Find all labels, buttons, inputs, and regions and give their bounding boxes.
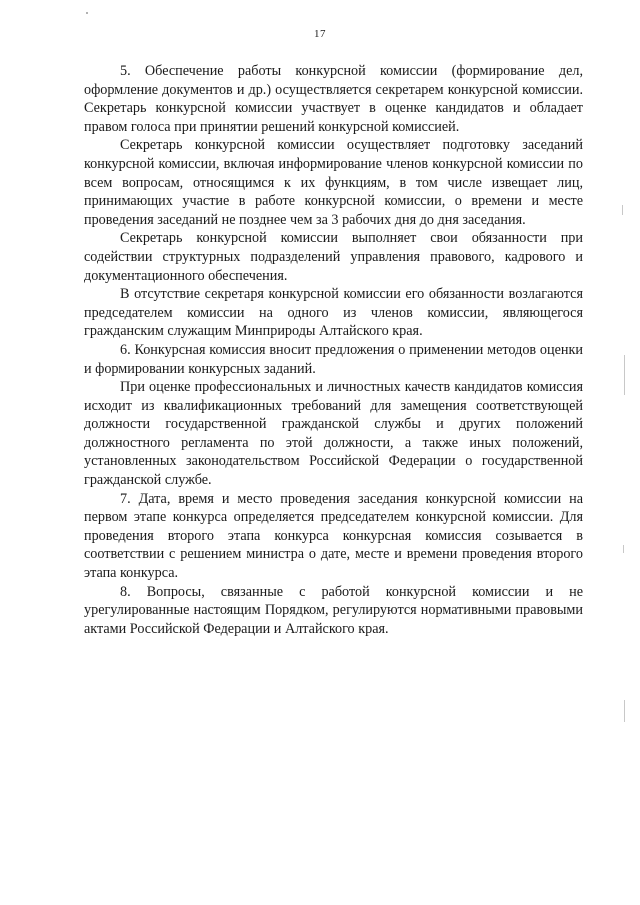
paragraph-5: 5. Обеспечение работы конкурсной комиссии (формирование дел, оформление документов и др.) осуществляется секретарем конкурсной комиссии. Секретарь конкурсной комиссии участвует в оценке кандидатов и обладает правом голоса при принятии решений конкурсной комиссией.: [84, 63, 583, 135]
paragraph-7: 7. Дата, время и место проведения заседания конкурсной комиссии на первом этапе конкурса определяется председателем конкурсной комиссии. Для проведения второго этапа конкурса конкурсная комиссия созывается в соответствии с решением министра о дате, месте и времени проведения второго этапа конкурса.: [84, 490, 583, 582]
scan-margin-mark: [623, 545, 624, 553]
scan-speck: [86, 12, 88, 14]
scan-margin-mark: [622, 205, 623, 215]
paragraph-evaluation: При оценке профессиональных и личностных качеств кандидатов комиссия исходит из квалификационных требований для замещения соответствующей должности государственной гражданской службы и других положений должностного регламента по этой должности, а также иных положений, установленных законодательством Российской Федерации о государственной гражданской службе.: [84, 379, 583, 489]
scan-margin-mark: [624, 355, 625, 395]
paragraph-8: 8. Вопросы, связанные с работой конкурсной комиссии и не урегулированные настоящим Порядком, регулируются нормативными правовыми актами Российской Федерации и Алтайского края.: [84, 583, 583, 637]
paragraph-6: 6. Конкурсная комиссия вносит предложения о применении методов оценки и формировании конкурсных заданий.: [84, 341, 583, 377]
page-number: 17: [314, 28, 326, 40]
document-body: [84, 62, 583, 638]
scan-margin-mark: [624, 700, 625, 722]
paragraph-secretary-absence: В отсутствие секретаря конкурсной комиссии его обязанности возлагаются председателем комиссии на одного из членов комиссии, являющегося гражданским служащим Минприроды Алтайского края.: [84, 286, 583, 340]
paragraph-secretary-support: Секретарь конкурсной комиссии выполняет свои обязанности при содействии структурных подразделений управления правового, кадрового и документационного обеспечения.: [84, 230, 583, 284]
paragraph-secretary-duties: Секретарь конкурсной комиссии осуществляет подготовку заседаний конкурсной комиссии, включая информирование членов конкурсной комиссии по всем вопросам, относящимся к их функциям, в том числе извещает лиц, принимающих участие в работе конкурсной комиссии, о времени и месте проведения заседаний не позднее чем за 3 рабочих дня до дня заседания.: [84, 137, 583, 228]
